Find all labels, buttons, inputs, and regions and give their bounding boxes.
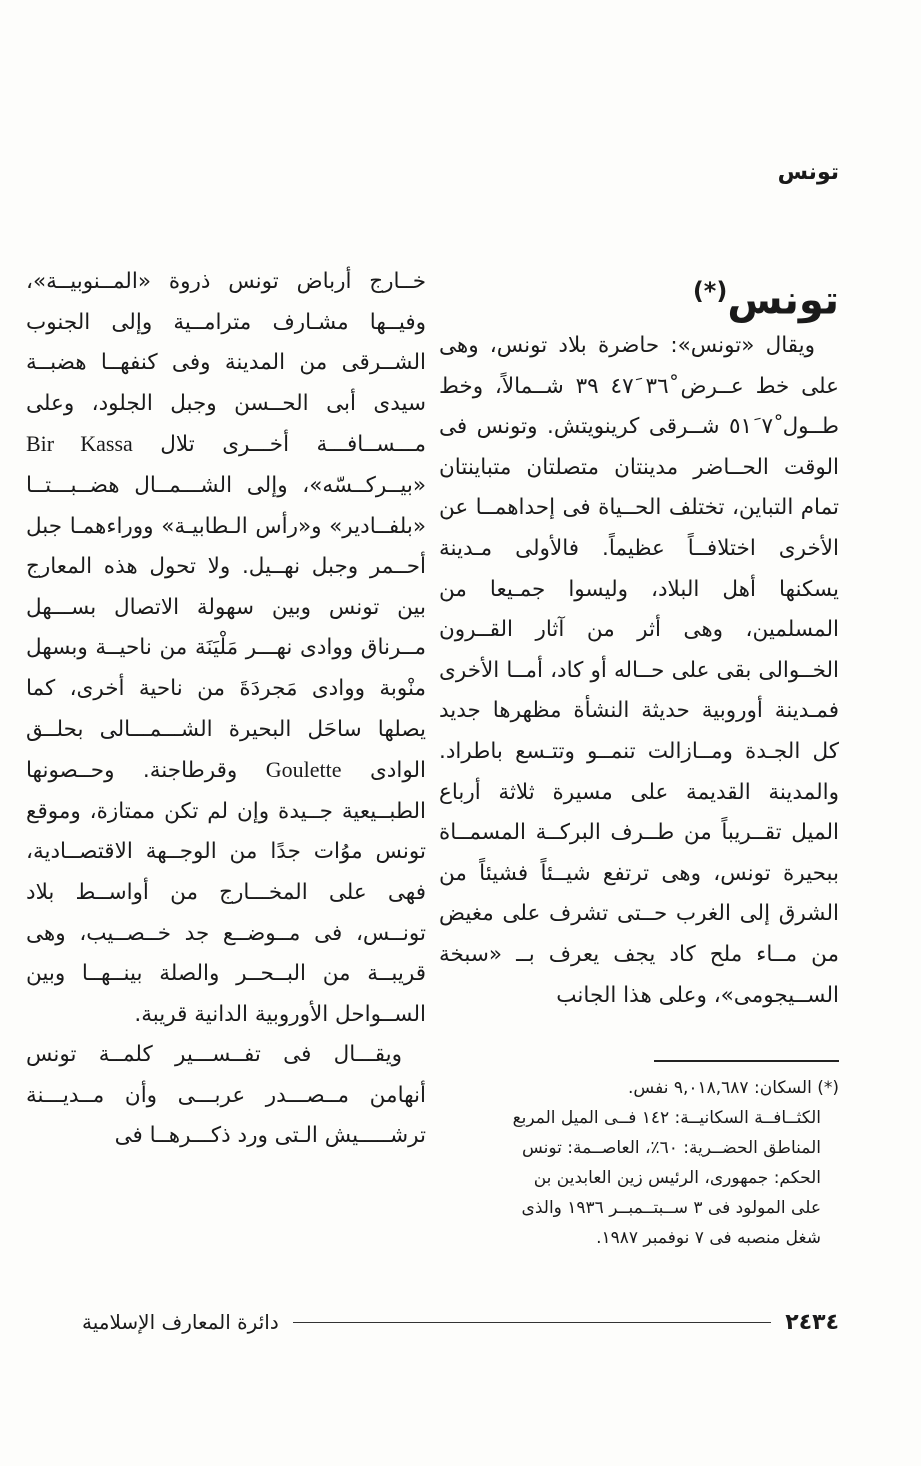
footnote-line: الحكم: جمهورى، الرئيس زين العابدين بن: [533, 1168, 821, 1188]
journal-name: دائرة المعارف الإسلامية: [82, 1310, 279, 1334]
right-column: [439, 262, 839, 1016]
footnote-line: شغل منصبه فى ٧ نوفمبر ١٩٨٧.: [596, 1228, 821, 1248]
left-column-paragraph-1: [26, 262, 426, 1035]
footnotes: [441, 1073, 839, 1253]
running-head: تونس: [777, 160, 839, 185]
left-column: [26, 262, 426, 1157]
footer-rule: [293, 1322, 772, 1323]
footnote-line: (*) السكان: ٩,٠١٨,٦٨٧ نفس.: [628, 1078, 839, 1098]
latin-term-goulette: Goulette: [265, 757, 342, 783]
article-title: [439, 262, 839, 324]
footnote-rule: [654, 1060, 839, 1062]
footnote-line: المناطق الحضــرية: ٦٠٪، العاصــمة: تونس: [521, 1138, 821, 1158]
left-column-paragraph-2: ويقـــال فى تفــســـير كلمــة تونس أنهامن مــصـــدر عربـــى وأن مــديـــنة ترشـــــيش الـتى ورد ذكـــرهــا فى: [26, 1042, 426, 1149]
page-number: ٢٤٣٤: [785, 1309, 839, 1335]
footnote-line: على المولود فى ٣ ســبتــمبــر ١٩٣٦ والذى: [521, 1198, 821, 1218]
article-title-text: تونس: [727, 277, 839, 324]
page-footer: [82, 1308, 839, 1336]
right-column-paragraph: ويقال «تونس»: حاضرة بلاد تونس، وهى على خط عــرض ٣٦ْ ٤٧َ ٣٩ شــمالاً، وخط طــول ٧ْ ٥١َ شــرقى كرينويتش. وتونس فى الوقت الحــاضر مدينتان متصلتان متباينتان تمام التباين، تختلف الحــياة فى إحداهمــا عن الأخرى اختلافــاً عظيماً. فالأولى مـدينة يسكنها أهل البلاد، وليسوا جمـيعا من المسلمين، وهى أثر من آثار القــرون الخــوالى بقى على حــاله أو كاد، أمــا الأخرى فمـدينة أوروبية حديثة النشأة مظهرها جديد كل الجـدة ومــازالت تنمــو وتتـسع باطراد. والمدينة القديمة على مسيرة ثلاثة أرباع الميل تقــريباً من طــرف البركــة المسمــاة ببحيرة تونس، وهى ترتفع شيــئاً فشيئاً من الشرق إلى الغرب حــتى تشرف على مغيض من مــاء ملح كاد يجف يعرف بــ «سبخة الســيجومى»، وعلى هذا الجانب: [439, 333, 840, 1008]
footnote-marker: (*): [692, 277, 728, 305]
left-column-text-b: «بيــركــسّه»، وإلى الشـــمــال هضــبـــتــا «بلفــادير» و«رأس الـطابيـة» ووراءهمـا جبل أحــمر وجبل نهــيل. ولا تحول هذه المعارج بين تونس وبين سهولة الاتصال بســـهل مــرناق ووادى نهـــر مَلْيَنَة من ناحيــة وبسهل منْوبة ووادى مَجردَةَ من ناحية أخرى، كما يصلها ساحَل البحيرة الشـــمـــالى بحلــق الوادى: [26, 472, 426, 784]
latin-term-bir-kassa: Bir Kassa: [26, 431, 133, 457]
left-column-text-c: وقرطاجنة. وحــصونها الطبــيعية جــيدة وإن لم تكن ممتازة، وموقع تونس موُات جدًا من الوجــهة الاقتصــادية، فهى على المخـــارج من أواســط بلاد تونــس، فى مــوضــع جد خــصــيب، وهى قريبــة من البــحــر والصلة بينــهــا وبين الســواحل الأوروبية الدانية قريبة.: [26, 758, 426, 1027]
footnote-line: الكثــافــة السكانيــة: ١٤٢ فــى الميل المربع: [512, 1108, 821, 1128]
left-column-text-a: خــارج أرباض تونس ذروة «المــنوبيــة»، وفيــها مشـارف مترامــية وإلى الجنوب الشــرقى من المدينة وفى كنفهــا هضبــة سيدى أبى الحــسن وجبل الجلود، وعلى مـــســافـــة أخـــرى تلال: [26, 269, 426, 458]
